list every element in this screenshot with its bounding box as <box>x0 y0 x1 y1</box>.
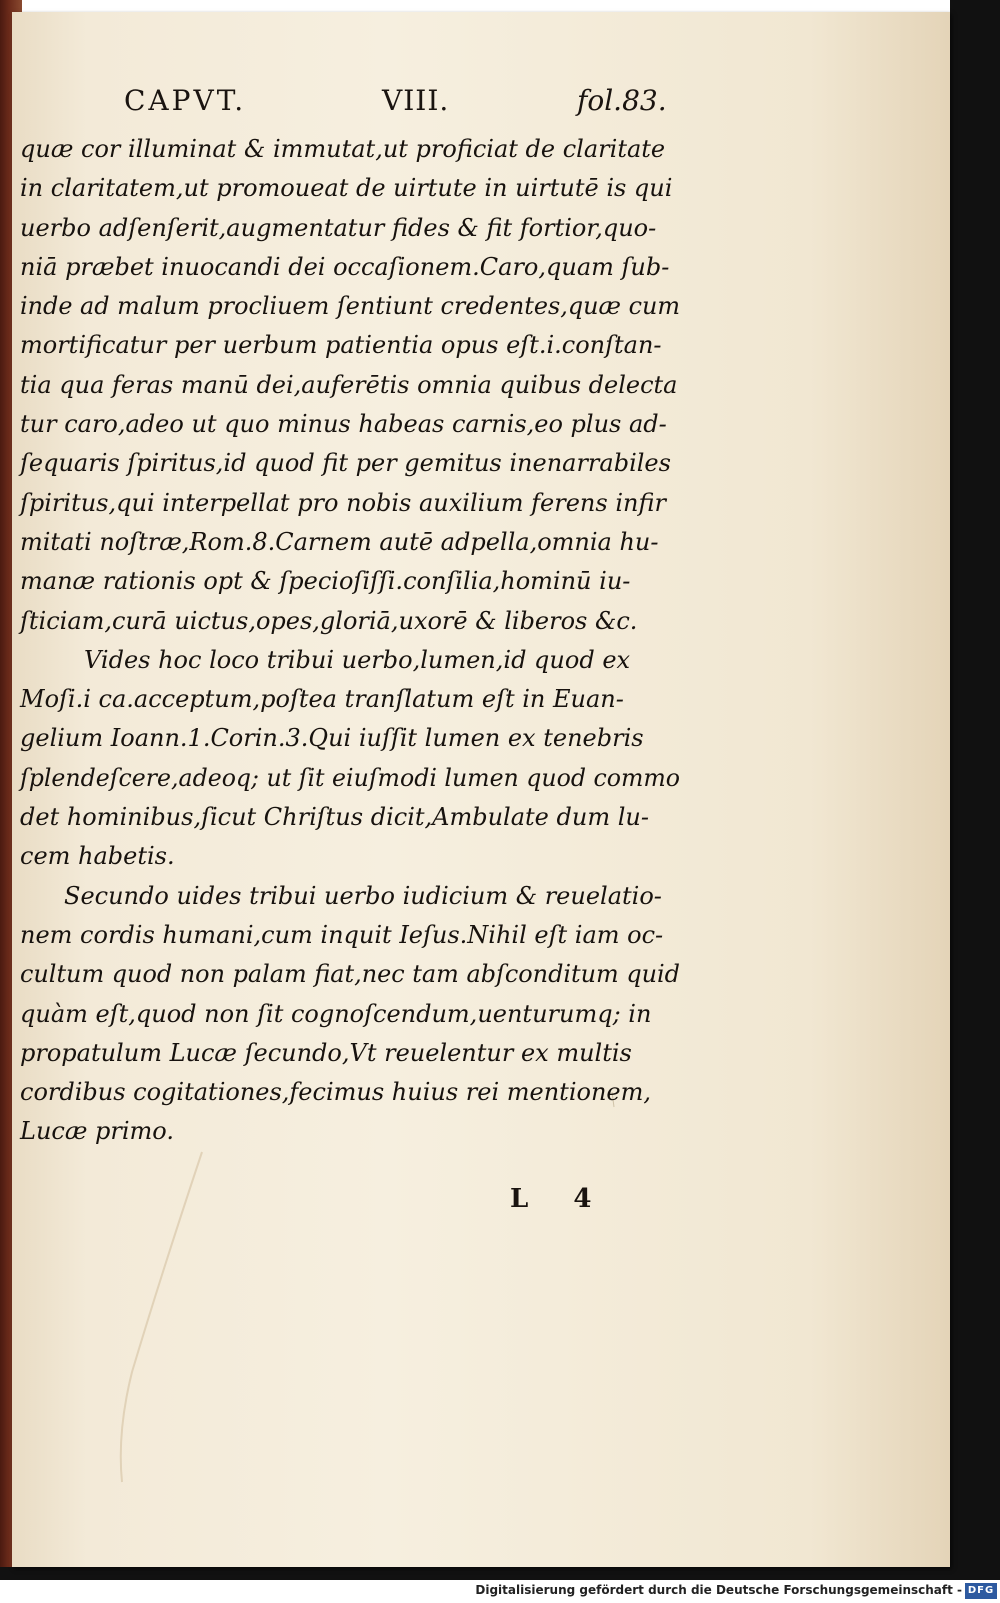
text-line: inde ad malum procliuem ſentiunt credentes,quæ cum <box>20 292 680 321</box>
text-line: tur caro,adeo ut quo minus habeas carnis,eo plus ad- <box>20 410 667 439</box>
book-page <box>12 12 950 1567</box>
signature-mark: L 4 <box>510 1184 610 1214</box>
text-line: cultum quod non palam fiat,nec tam abſconditum quid <box>20 960 680 989</box>
folio-number: fol.83. <box>577 84 667 117</box>
footer-bar <box>0 1580 1000 1603</box>
text-line: Lucæ primo. <box>20 1117 174 1146</box>
text-line: manæ rationis opt & ſpecioſiſſi.conſilia,hominū iu- <box>20 567 631 596</box>
text-line: ſticiam,curā uictus,opes,gloriā,uxorē & liberos &c. <box>20 606 638 635</box>
text-line: quæ cor illuminat & immutat,ut proficiat de claritate <box>20 135 666 163</box>
text-line: ſequaris ſpiritus,id quod fit per gemitus inenarrabiles <box>20 449 671 478</box>
text-line: ſpiritus,qui interpellat pro nobis auxilium ferens infir <box>20 488 666 517</box>
dfg-logo: DFG <box>965 1583 997 1599</box>
text-line: gelium Ioann.1.Corin.3.Qui iuſſit lumen ex tenebris <box>20 724 644 753</box>
text-line: cordibus cogitationes,fecimus huius rei mentionem, <box>20 1078 651 1107</box>
text-line: quàm eſt,quod non ſit cognoſcendum,uenturumq; in <box>20 999 652 1028</box>
text-line: mitati noſtræ,Rom.8.Carnem autē adpella,omnia hu- <box>20 527 659 556</box>
body-text <box>20 130 680 1152</box>
header-chapter-number: VIII. <box>382 84 450 117</box>
scan-background-bottom <box>0 1567 1000 1580</box>
text-line: nem cordis humani,cum inquit Ieſus.Nihil eſt iam oc- <box>20 920 664 949</box>
footer-credit: Digitalisierung gefördert durch die Deutsche Forschungsgemeinschaft - <box>475 1583 962 1597</box>
running-header <box>12 84 950 124</box>
text-line: tia qua feras manū dei,auferētis omnia quibus delecta <box>20 370 678 399</box>
text-line: uerbo adſenſerit,augmentatur fides & fit fortior,quo- <box>20 213 657 242</box>
text-line: Secundo uides tribui uerbo iudicium & reuelatio- <box>64 881 662 910</box>
header-caput: CAPVT. <box>124 84 247 117</box>
paragraph <box>20 877 680 1152</box>
text-line: mortificatur per uerbum patientia opus eſt.i.conſtan- <box>20 331 662 360</box>
text-line: det hominibus,ſicut Chriſtus dicit,Ambulate dum lu- <box>20 803 649 832</box>
text-line: Vides hoc loco tribui uerbo,lumen,id quod ex <box>84 645 631 674</box>
text-line: niā præbet inuocandi dei occaſionem.Caro,quam ſub- <box>20 252 670 281</box>
paragraph <box>20 130 680 641</box>
text-line: ſplendeſcere,adeoq; ut ſit eiuſmodi lumen quod commo <box>20 763 680 792</box>
scan-background-right <box>950 0 1000 1580</box>
text-line: propatulum Lucæ ſecundo,Vt reuelentur ex multis <box>20 1038 632 1067</box>
text-line: cem habetis. <box>20 842 175 871</box>
paragraph <box>20 641 680 877</box>
text-line: in claritatem,ut promoueat de uirtute in uirtutē is qui <box>20 174 673 203</box>
text-line: Moſi.i ca.acceptum,poſtea tranſlatum eſt in Euan- <box>20 685 624 714</box>
